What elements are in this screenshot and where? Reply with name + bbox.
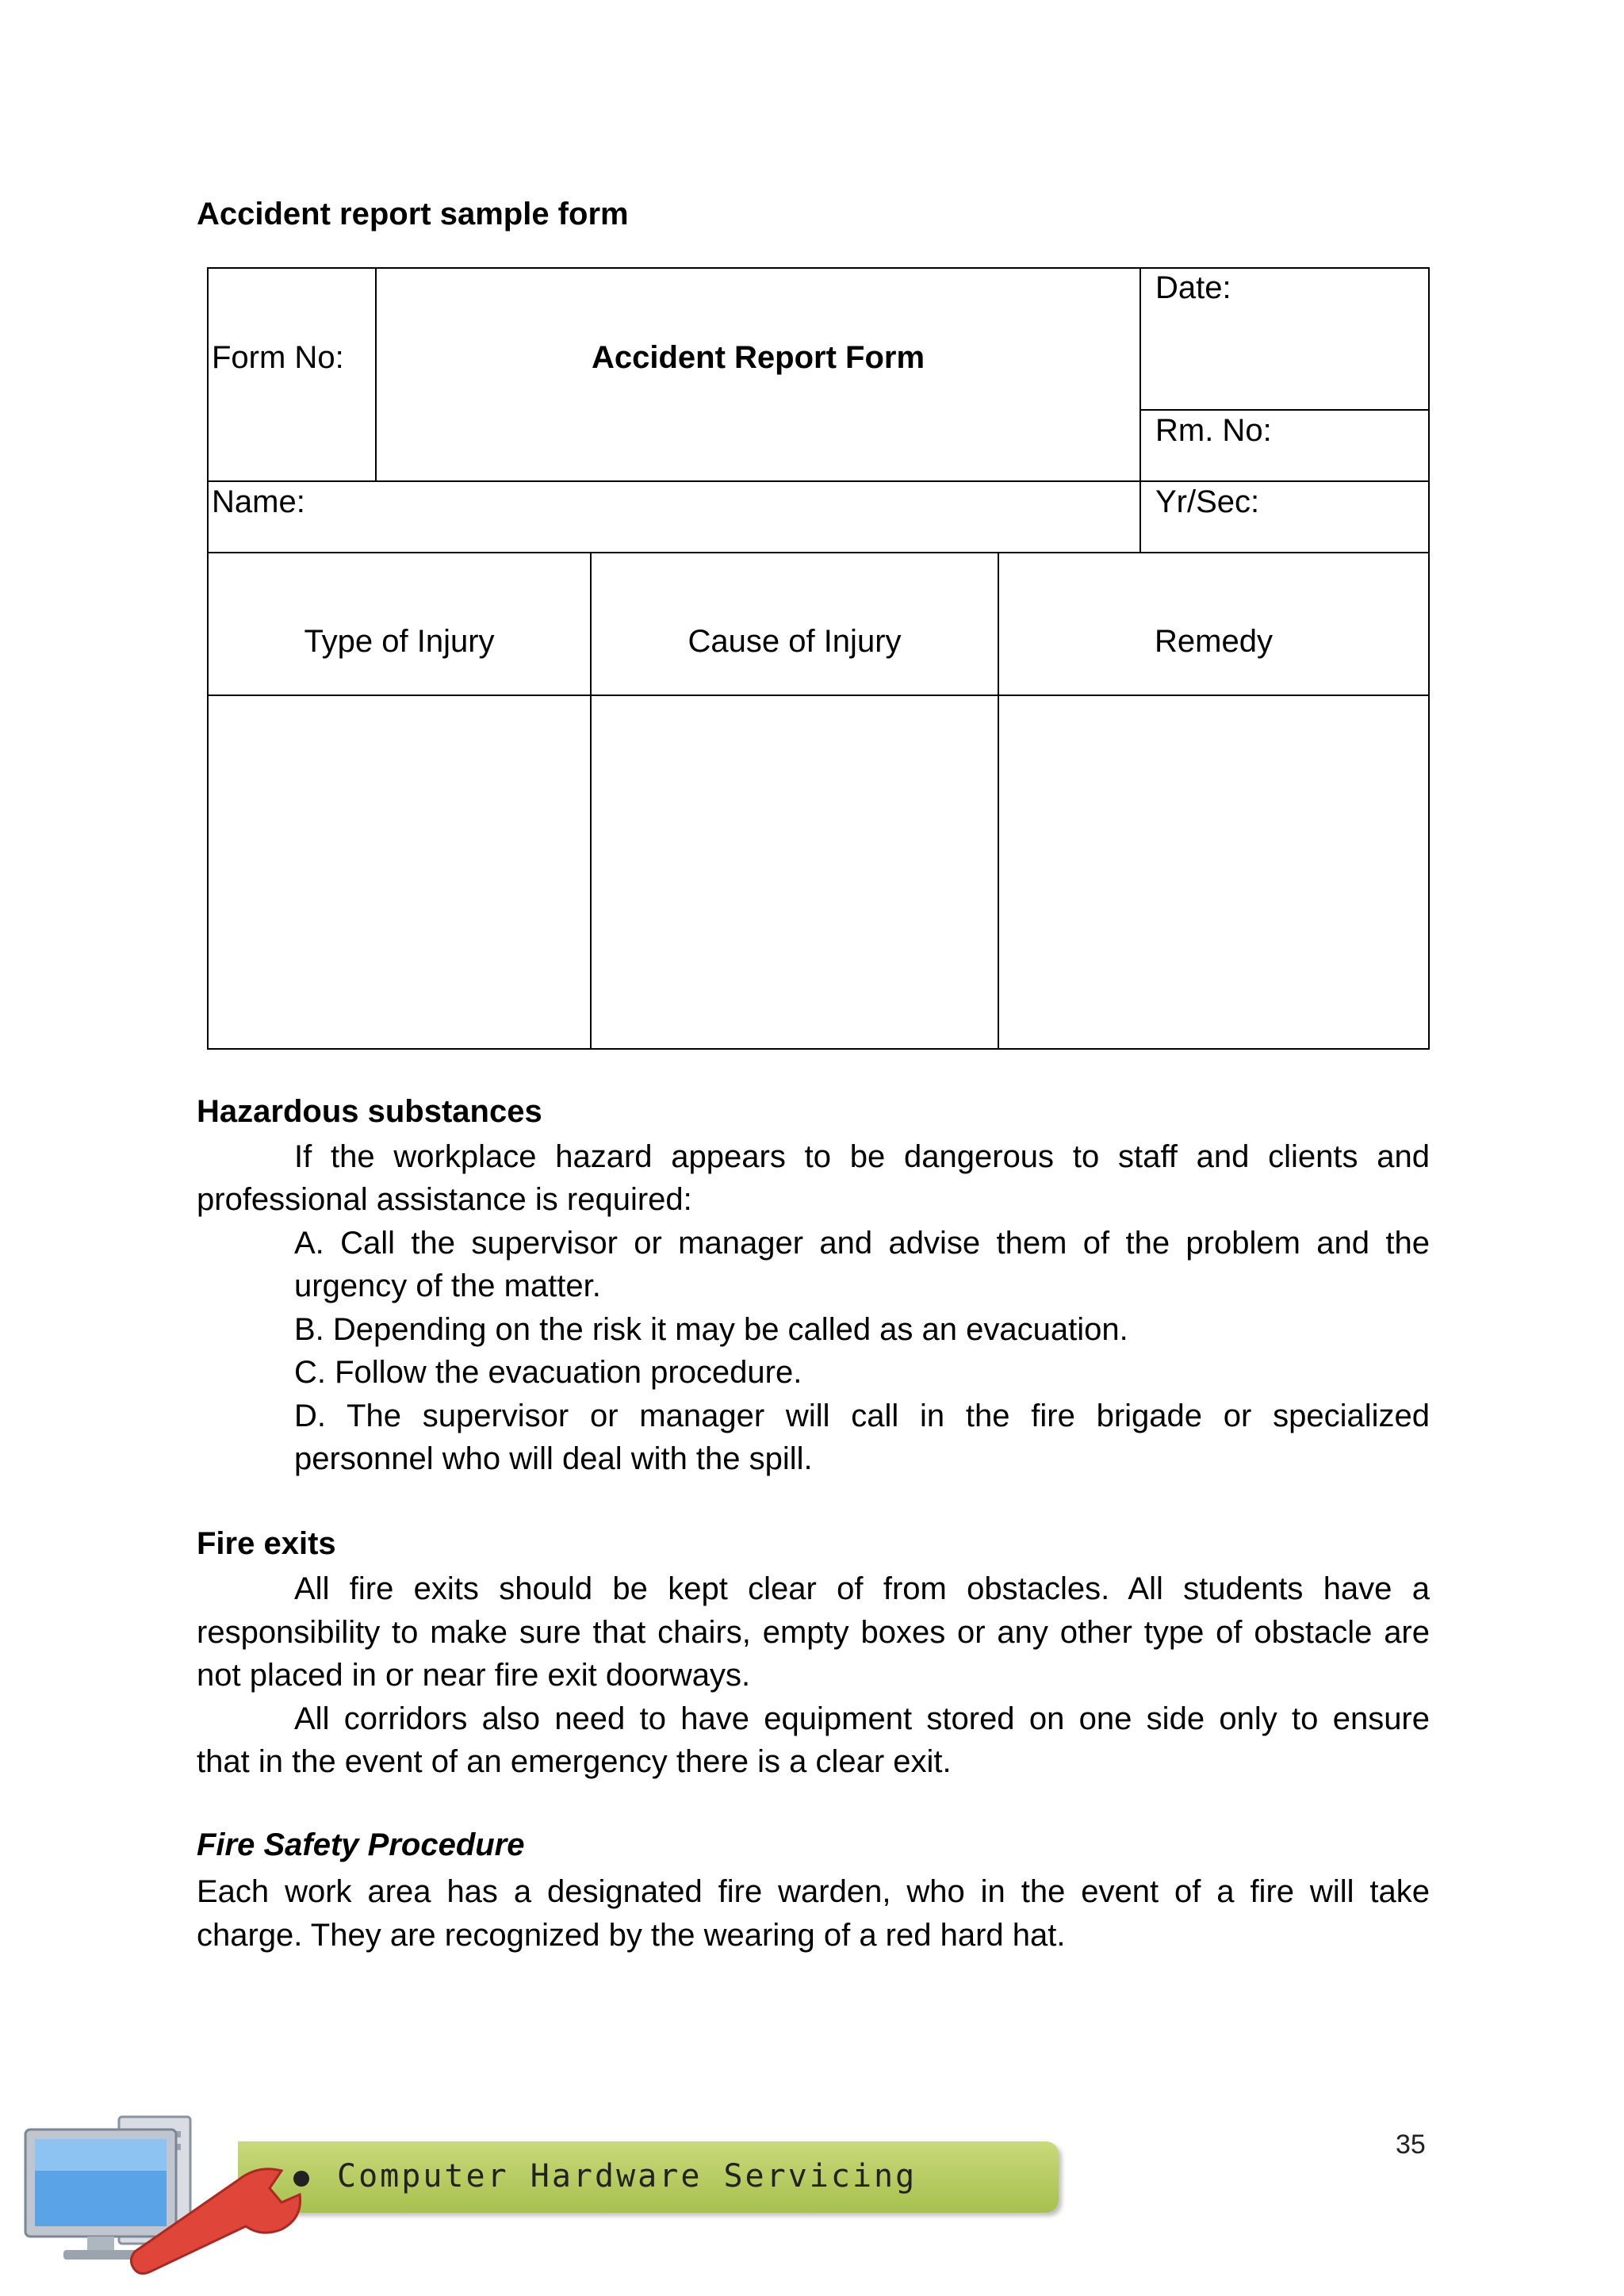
- fire-safety-line2: charge. They are recognized by the wearing of a red hard hat.: [197, 1918, 1066, 1953]
- hazardous-item-a-line2: urgency of the matter.: [294, 1269, 601, 1303]
- fire-exits-p2-line2: that in the event of an emergency there is a clear exit.: [197, 1744, 952, 1779]
- fire-exits-p1-line3: not placed in or near fire exit doorways.: [197, 1658, 751, 1693]
- hazardous-intro-line2: professional assistance is required:: [197, 1182, 692, 1217]
- fire-safety-heading: Fire Safety Procedure: [197, 1827, 525, 1862]
- footer-banner-text: Computer Hardware Servicing: [337, 2158, 917, 2195]
- hazardous-heading: Hazardous substances: [197, 1094, 542, 1129]
- wrench-icon: [119, 2133, 325, 2287]
- hazardous-item-d-line1: D. The supervisor or manager will call in the fire brigade or specialized: [294, 1399, 1430, 1433]
- column-header-type-of-injury: Type of Injury: [304, 624, 495, 659]
- accident-report-form: [207, 267, 1430, 1050]
- rm-no-label: Rm. No:: [1155, 413, 1272, 448]
- hazardous-item-d-line2: personnel who will deal with the spill.: [294, 1441, 813, 1476]
- fire-exits-p2-line1: All corridors also need to have equipment stored on one side only to ensure: [294, 1701, 1430, 1736]
- fire-exits-p1-line2: responsibility to make sure that chairs, empty boxes or any other type of obstacle are: [197, 1615, 1430, 1650]
- fire-exits-p1-line1: All fire exits should be kept clear of from obstacles. All students have a: [294, 1571, 1430, 1606]
- column-header-remedy: Remedy: [1155, 624, 1273, 659]
- form-no-label: Form No:: [212, 340, 344, 375]
- fire-exits-heading: Fire exits: [197, 1526, 336, 1561]
- hazardous-item-b: B. Depending on the risk it may be called as an evacuation.: [294, 1312, 1128, 1347]
- hazardous-item-c: C. Follow the evacuation procedure.: [294, 1355, 802, 1390]
- date-label: Date:: [1155, 270, 1231, 305]
- yr-sec-label: Yr/Sec:: [1155, 484, 1260, 519]
- section-title: Accident report sample form: [197, 197, 629, 232]
- hazardous-item-a-line1: A. Call the supervisor or manager and advise them of the problem and the: [294, 1226, 1430, 1261]
- page-number: 35: [1396, 2130, 1426, 2160]
- form-title: Accident Report Form: [591, 340, 925, 375]
- name-label: Name:: [212, 484, 305, 519]
- hazardous-intro-line1: If the workplace hazard appears to be dangerous to staff and clients and: [294, 1139, 1430, 1174]
- fire-safety-line1: Each work area has a designated fire warden, who in the event of a fire will take: [197, 1874, 1430, 1909]
- column-header-cause-of-injury: Cause of Injury: [688, 624, 902, 659]
